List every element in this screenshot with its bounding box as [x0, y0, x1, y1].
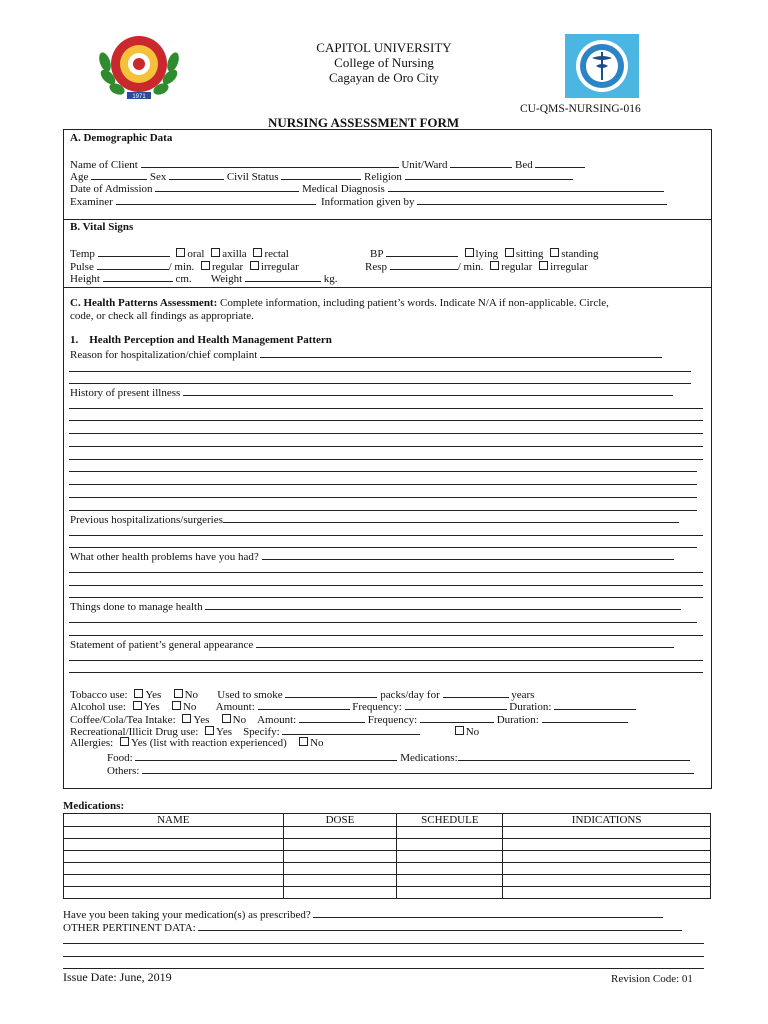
medication-row [64, 839, 711, 851]
appearance-line[interactable] [69, 660, 703, 661]
prescribed-row: Have you been taking your medication(s) as prescribed? [63, 907, 663, 921]
drug-specify-field[interactable] [282, 724, 420, 735]
pulse-regular-checkbox[interactable] [201, 261, 210, 270]
reason-line[interactable] [69, 371, 691, 372]
other-problems-row: What other health problems have you had? [70, 549, 674, 563]
reason-field[interactable] [260, 347, 662, 358]
coffee-row: Coffee/Cola/Tea Intake: Yes No Amount: Frequency: Duration: [70, 712, 628, 726]
prev-hosp-field[interactable] [223, 512, 679, 523]
pattern-title: 1. Health Perception and Health Management Pattern [70, 334, 332, 346]
date-of-admission-field[interactable] [155, 181, 299, 192]
weight-field[interactable] [245, 271, 321, 282]
prev-hosp-line[interactable] [69, 535, 703, 536]
rectal-checkbox[interactable] [253, 248, 262, 257]
nursing-logo [565, 34, 639, 98]
section-b-title: B. Vital Signs [70, 221, 134, 233]
tobacco-row: Tobacco use: Yes No Used to smoke packs/day for years [70, 689, 535, 701]
other-data-row: OTHER PERTINENT DATA: [63, 920, 682, 934]
alcohol-frequency-field[interactable] [405, 699, 507, 710]
coffee-yes-checkbox[interactable] [182, 714, 191, 723]
pulse-row: Pulse / min. regular irregular [70, 261, 299, 273]
column-header-schedule: SCHEDULE [397, 814, 503, 827]
history-line[interactable] [69, 510, 697, 511]
other-problems-line[interactable] [69, 585, 703, 586]
admission-row: Date of Admission Medical Diagnosis [70, 181, 664, 195]
sitting-checkbox[interactable] [505, 248, 514, 257]
medication-row [64, 875, 711, 887]
medication-cell[interactable] [283, 875, 397, 887]
medication-allergy-field[interactable] [458, 750, 690, 761]
tobacco-yes-checkbox[interactable] [134, 689, 143, 698]
medication-row [64, 827, 711, 839]
medical-diagnosis-field[interactable] [388, 181, 664, 192]
things-done-line[interactable] [69, 635, 703, 636]
medication-row [64, 863, 711, 875]
section-a-title: A. Demographic Data [70, 132, 173, 144]
prev-hosp-row: Previous hospitalizations/surgeries [70, 512, 679, 526]
resp-row: Resp / min. regular irregular [365, 261, 588, 273]
medication-cell[interactable] [64, 863, 284, 875]
medications-header-row [64, 814, 711, 827]
resp-irregular-checkbox[interactable] [539, 261, 548, 270]
unit-ward-field[interactable] [450, 157, 512, 168]
coffee-no-checkbox[interactable] [222, 714, 231, 723]
coffee-duration-field[interactable] [542, 712, 628, 723]
medication-row [64, 887, 711, 899]
alcohol-amount-field[interactable] [258, 699, 350, 710]
medication-cell[interactable] [397, 887, 503, 899]
height-row: Height cm. Weight kg. [70, 273, 338, 285]
other-problems-line[interactable] [69, 597, 703, 598]
other-data-field[interactable] [198, 920, 682, 931]
information-given-by-field[interactable] [417, 194, 667, 205]
medications-title: Medications: [63, 800, 125, 812]
column-header-indications: INDICATIONS [503, 814, 711, 827]
medication-cell[interactable] [503, 863, 711, 875]
tobacco-no-checkbox[interactable] [174, 689, 183, 698]
medication-cell[interactable] [283, 839, 397, 851]
age-row: Age Sex Civil Status Religion [70, 169, 573, 183]
medication-cell[interactable] [283, 887, 397, 899]
medication-cell[interactable] [397, 851, 503, 863]
drug-yes-checkbox[interactable] [205, 726, 214, 735]
bp-field[interactable] [386, 246, 458, 257]
prev-hosp-line[interactable] [69, 547, 697, 548]
history-line[interactable] [69, 433, 703, 434]
resp-regular-checkbox[interactable] [490, 261, 499, 270]
footer-rule [63, 968, 704, 969]
other-problems-line[interactable] [69, 572, 703, 573]
city-name: Cagayan de Oro City [328, 70, 440, 85]
alcohol-duration-field[interactable] [554, 699, 636, 710]
appearance-field[interactable] [256, 637, 674, 648]
name-of-client-row: Name of Client Unit/Ward Bed [70, 157, 585, 171]
other-data-line[interactable] [63, 956, 704, 957]
section-c-title: C. Health Patterns Assessment: [70, 297, 218, 309]
others-row: Others: [107, 763, 694, 777]
pulse-irregular-checkbox[interactable] [250, 261, 259, 270]
medication-cell[interactable] [397, 875, 503, 887]
height-field[interactable] [103, 271, 173, 282]
other-problems-field[interactable] [262, 549, 674, 560]
history-line[interactable] [69, 484, 697, 485]
medication-cell[interactable] [283, 863, 397, 875]
college-name: College of Nursing [334, 55, 434, 70]
resp-field[interactable] [390, 259, 458, 270]
temp-row: Temp oral axilla rectal [70, 248, 289, 260]
coffee-amount-field[interactable] [299, 712, 365, 723]
alcohol-no-checkbox[interactable] [172, 701, 181, 710]
examiner-row: Examiner Information given by [70, 194, 667, 208]
allergies-no-checkbox[interactable] [299, 737, 308, 746]
reason-line[interactable] [69, 383, 691, 384]
allergies-yes-checkbox[interactable] [120, 737, 129, 746]
things-done-line[interactable] [69, 622, 697, 623]
food-allergy-field[interactable] [135, 750, 397, 761]
history-row: History of present illness [70, 385, 673, 399]
reason-row: Reason for hospitalization/chief complaint [70, 347, 662, 361]
history-line[interactable] [69, 471, 697, 472]
bp-row: BP lying sitting standing [370, 248, 599, 260]
medication-cell[interactable] [283, 827, 397, 839]
appearance-line[interactable] [69, 672, 703, 673]
things-done-field[interactable] [205, 599, 681, 610]
history-line[interactable] [69, 408, 703, 409]
section-c-instructions: code, or check all findings as appropriate. [70, 310, 254, 322]
axilla-checkbox[interactable] [211, 248, 220, 257]
other-allergy-field[interactable] [142, 763, 694, 774]
university-logo [95, 32, 183, 100]
oral-checkbox[interactable] [176, 248, 185, 257]
medication-cell[interactable] [64, 851, 284, 863]
standing-checkbox[interactable] [550, 248, 559, 257]
medication-row [64, 851, 711, 863]
prescribed-field[interactable] [313, 907, 663, 918]
lying-checkbox[interactable] [465, 248, 474, 257]
temp-field[interactable] [98, 246, 170, 257]
coffee-frequency-field[interactable] [420, 712, 494, 723]
alcohol-yes-checkbox[interactable] [133, 701, 142, 710]
history-line[interactable] [69, 459, 703, 460]
revision-code: Revision Code: 01 [611, 973, 693, 985]
form-title: NURSING ASSESSMENT FORM [268, 115, 460, 130]
column-header-dose: DOSE [283, 814, 397, 827]
sex-field[interactable] [169, 169, 224, 180]
logo-year: 1971 [132, 94, 146, 100]
history-line[interactable] [69, 497, 697, 498]
bed-field[interactable] [535, 157, 585, 168]
section-c-header: C. Health Patterns Assessment: Complete information, including patient’s words. Indicate N/A if non-applicable. Circle, [70, 297, 609, 309]
issue-date: Issue Date: June, 2019 [63, 970, 172, 984]
food-row: Food: Medications: [107, 750, 690, 764]
university-name: CAPITOL UNIVERSITY [316, 40, 452, 55]
age-field[interactable] [91, 169, 147, 180]
used-to-smoke-field[interactable] [285, 687, 377, 698]
medication-cell[interactable] [397, 839, 503, 851]
medication-cell[interactable] [503, 875, 711, 887]
medication-cell[interactable] [64, 875, 284, 887]
alcohol-row: Alcohol use: Yes No Amount: Frequency: Duration: [70, 699, 636, 713]
medication-cell[interactable] [283, 851, 397, 863]
medication-cell[interactable] [503, 827, 711, 839]
medication-cell[interactable] [64, 839, 284, 851]
drug-row: Recreational/Illicit Drug use: Yes Specify: No [70, 726, 480, 738]
medication-cell[interactable] [503, 887, 711, 899]
medication-cell[interactable] [397, 863, 503, 875]
medication-cell[interactable] [64, 827, 284, 839]
name-of-client-field[interactable] [141, 157, 399, 168]
medication-cell[interactable] [64, 887, 284, 899]
column-header-name: NAME [64, 814, 284, 827]
examiner-field[interactable] [116, 194, 316, 205]
packs-years-field[interactable] [443, 687, 509, 698]
appearance-row: Statement of patient’s general appearance [70, 637, 674, 651]
religion-field[interactable] [405, 169, 573, 180]
history-line[interactable] [69, 420, 703, 421]
things-done-row: Things done to manage health [70, 599, 681, 613]
history-field[interactable] [183, 385, 673, 396]
allergies-row: Allergies: Yes (list with reaction experienced) No [70, 737, 324, 749]
document-code: CU-QMS-NURSING-016 [520, 103, 641, 115]
medication-cell[interactable] [503, 851, 711, 863]
civil-status-field[interactable] [281, 169, 361, 180]
history-line[interactable] [69, 446, 703, 447]
drug-no-checkbox[interactable] [455, 726, 464, 735]
pulse-field[interactable] [97, 259, 169, 270]
medication-cell[interactable] [397, 827, 503, 839]
medication-cell[interactable] [503, 839, 711, 851]
medications-table [63, 813, 711, 899]
other-data-line[interactable] [63, 943, 704, 944]
